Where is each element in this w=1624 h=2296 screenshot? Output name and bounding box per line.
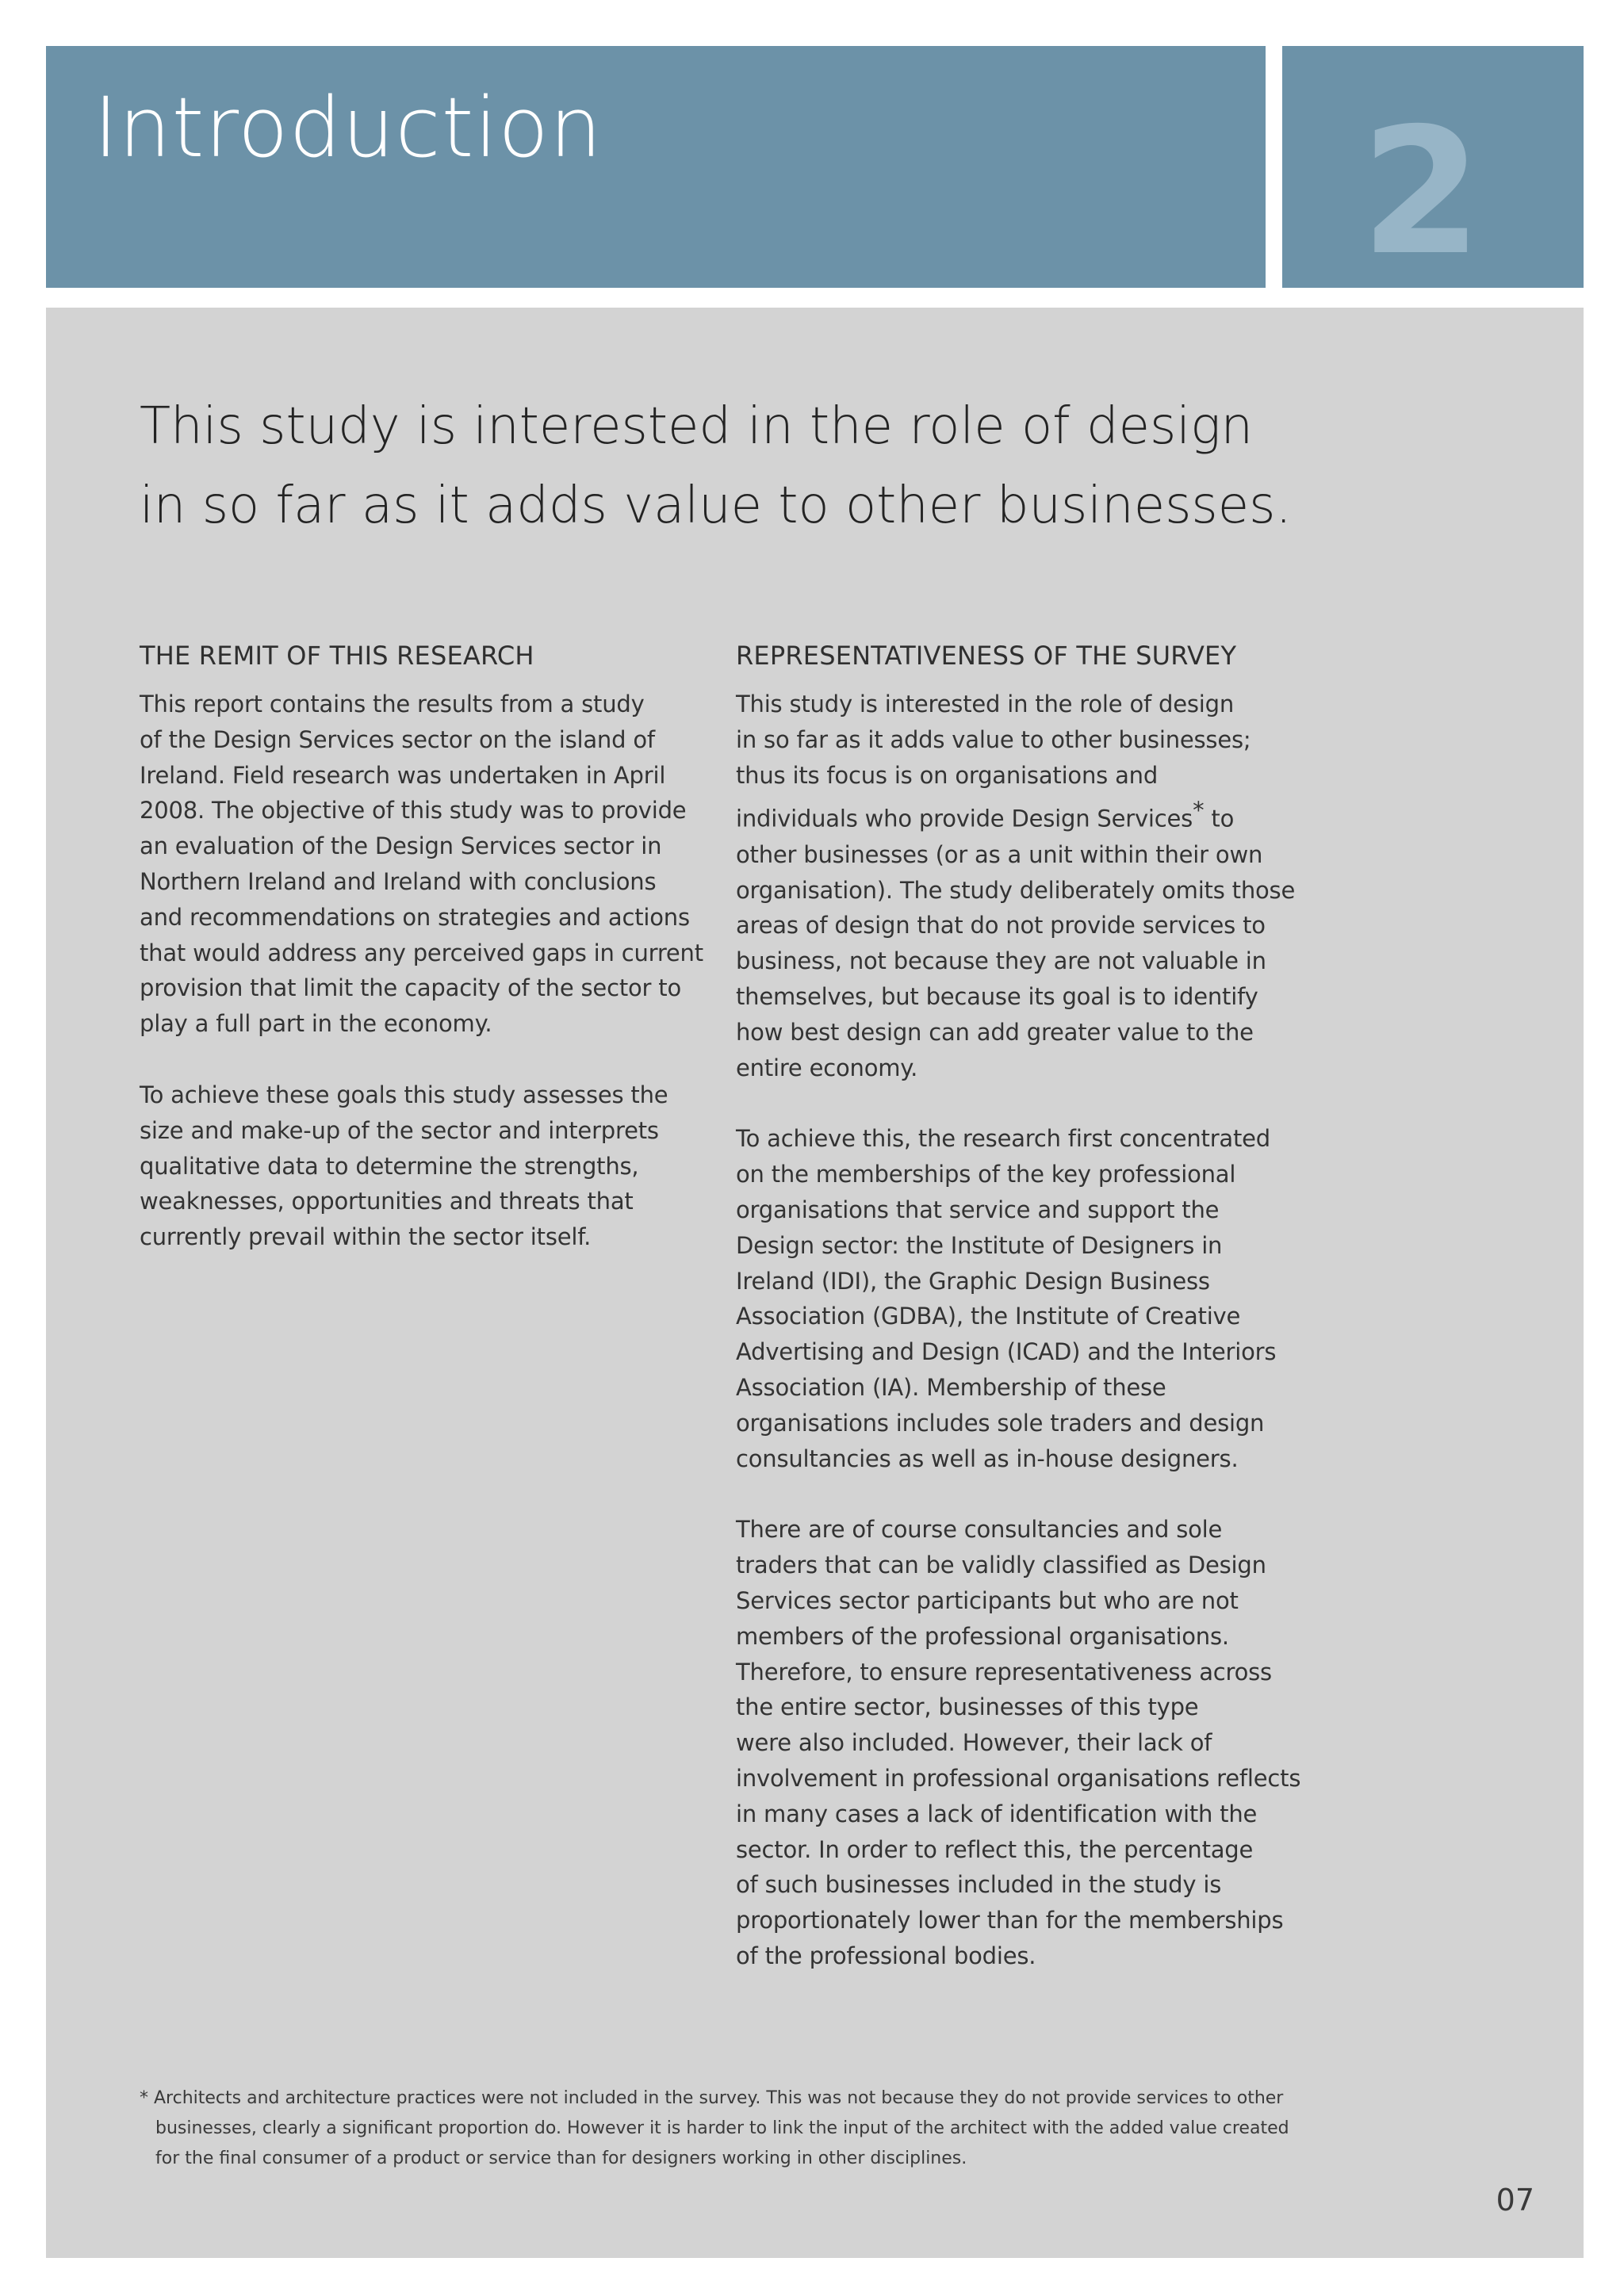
paragraph (140, 687, 703, 1042)
text-line: Therefore, to ensure representativeness across (736, 1658, 1272, 1686)
text-line: involvement in professional organisations reflects (736, 1764, 1301, 1792)
text-line: the entire sector, businesses of this type (736, 1693, 1199, 1721)
text-line: sector. In order to reflect this, the percentage (736, 1835, 1254, 1863)
text-line: in so far as it adds value to other businesses; (736, 725, 1251, 753)
text-fragment: individuals who provide Design Services (736, 806, 1193, 833)
text-line: 2008. The objective of this study was to provide (140, 797, 687, 825)
text-line: Northern Ireland and Ireland with conclusions (140, 867, 657, 895)
text-line: There are of course consultancies and sole (736, 1516, 1223, 1544)
text-fragment: to (1204, 806, 1235, 833)
text-line: consultancies as well as in-house designers. (736, 1445, 1239, 1472)
paragraph (736, 687, 1307, 1085)
footnote-line: businesses, clearly a significant proportion do. However it is harder to link the input of the architect with the added value created (155, 2118, 1289, 2138)
text-line: Design sector: the Institute of Designers in (736, 1231, 1223, 1259)
text-line: organisations that service and support the (736, 1196, 1220, 1224)
text-line: To achieve these goals this study assesses the (140, 1081, 668, 1108)
text-line: an evaluation of the Design Services sector in (140, 832, 662, 860)
lead-statement (140, 387, 1329, 545)
text-line: traders that can be validly classified as Design (736, 1552, 1266, 1579)
text-line: themselves, but because its goal is to identify (736, 983, 1258, 1011)
footnote-marker: * (1193, 797, 1205, 825)
text-line: organisation). The study deliberately omits those (736, 876, 1296, 904)
text-line: were also included. However, their lack of (736, 1729, 1212, 1757)
left-column (140, 641, 703, 1291)
text-line: Association (GDBA), the Institute of Creative (736, 1303, 1241, 1330)
paragraph (140, 1077, 695, 1255)
content-panel (46, 308, 1584, 2258)
text-line: business, not because they are not valuable in (736, 947, 1266, 975)
paragraph (736, 1512, 1307, 1973)
paragraph (736, 1121, 1307, 1476)
text-line: in many cases a lack of identification with the (736, 1800, 1258, 1827)
text-line: entire economy. (736, 1054, 918, 1081)
right-column (736, 641, 1307, 2010)
footnote-line: * Architects and architecture practices were not included in the survey. This was not because they do not provide services to other (140, 2088, 1284, 2108)
text-line: provision that limit the capacity of the sector to (140, 974, 681, 1002)
chapter-box (1282, 46, 1584, 293)
text-line: and recommendations on strategies and actions (140, 903, 690, 931)
page-title: Introduction (94, 79, 603, 176)
text-line-with-note (736, 793, 1307, 836)
section-heading: REPRESENTATIVENESS OF THE SURVEY (736, 641, 1237, 671)
text-line: of the Design Services sector on the island of (140, 725, 655, 753)
text-line: thus its focus is on organisations and (736, 761, 1159, 789)
text-line: on the memberships of the key professional (736, 1161, 1236, 1188)
text-line: weaknesses, opportunities and threats that (140, 1188, 634, 1215)
text-line: To achieve this, the research first concentrated (736, 1125, 1271, 1153)
text-line: other businesses (or as a unit within their own (736, 840, 1263, 868)
section-heading: THE REMIT OF THIS RESEARCH (140, 641, 534, 671)
text-line: qualitative data to determine the strengths, (140, 1152, 639, 1180)
text-line: areas of design that do not provide services to (736, 912, 1266, 939)
footnote-line: for the final consumer of a product or service than for designers working in other disciplines. (155, 2149, 967, 2168)
lead-line: in so far as it adds value to other businesses. (140, 476, 1292, 535)
text-line: of the professional bodies. (736, 1942, 1036, 1969)
text-line: Services sector participants but who are not (736, 1586, 1239, 1614)
footnote (140, 2084, 1345, 2174)
chapter-number: 2 (1360, 90, 1482, 293)
text-line: Ireland. Field research was undertaken in April (140, 761, 666, 789)
text-line: organisations includes sole traders and design (736, 1409, 1265, 1437)
text-line: play a full part in the economy. (140, 1010, 492, 1038)
text-line: This report contains the results from a study (140, 691, 645, 718)
text-line: Association (IA). Membership of these (736, 1374, 1166, 1401)
lead-line: This study is interested in the role of design (140, 397, 1254, 456)
page-number: 07 (1496, 2183, 1534, 2218)
text-line: Advertising and Design (ICAD) and the Interiors (736, 1338, 1277, 1366)
text-line: currently prevail within the sector itself. (140, 1223, 592, 1251)
text-line: This study is interested in the role of design (736, 691, 1235, 718)
text-line: proportionately lower than for the memberships (736, 1907, 1284, 1934)
text-line: members of the professional organisations. (736, 1622, 1229, 1650)
text-line: of such businesses included in the study is (736, 1871, 1222, 1899)
text-line: that would address any perceived gaps in current (140, 939, 703, 966)
text-line: size and make-up of the sector and interprets (140, 1116, 659, 1144)
text-line: how best design can add greater value to the (736, 1018, 1254, 1046)
text-line: Ireland (IDI), the Graphic Design Business (736, 1267, 1210, 1295)
